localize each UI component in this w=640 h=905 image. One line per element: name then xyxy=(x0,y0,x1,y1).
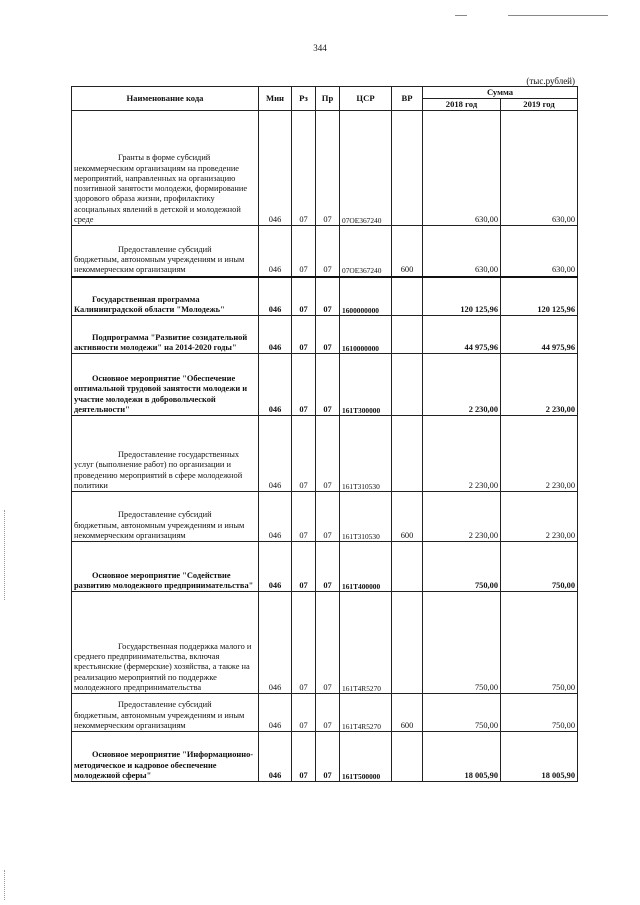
cell-csr: 161Т310530 xyxy=(340,492,392,542)
table-header xyxy=(72,87,578,111)
cell-rz: 07 xyxy=(292,111,316,226)
cell-name xyxy=(72,277,259,316)
scan-edge-marks-lower xyxy=(4,870,6,900)
cell-pr: 07 xyxy=(316,492,340,542)
scan-mark-top xyxy=(455,15,467,16)
header-year-2019: 2019 год xyxy=(501,99,578,111)
cell-vr xyxy=(392,316,423,354)
cell-y2019: 44 975,96 xyxy=(501,316,578,354)
cell-pr: 07 xyxy=(316,354,340,416)
cell-csr: 1600000000 xyxy=(340,277,392,316)
header-csr: ЦСР xyxy=(340,87,392,111)
cell-min: 046 xyxy=(259,592,292,694)
cell-y2019: 750,00 xyxy=(501,592,578,694)
cell-csr: 161Т4R5270 xyxy=(340,694,392,732)
cell-y2019: 630,00 xyxy=(501,226,578,277)
cell-vr: 600 xyxy=(392,694,423,732)
cell-vr xyxy=(392,592,423,694)
cell-name xyxy=(72,111,259,226)
cell-y2019: 2 230,00 xyxy=(501,492,578,542)
cell-csr: 161Т400000 xyxy=(340,542,392,592)
cell-y2018: 2 230,00 xyxy=(423,354,501,416)
cell-vr xyxy=(392,732,423,782)
table-row xyxy=(72,492,578,542)
page-number: 344 xyxy=(313,43,327,53)
cell-rz: 07 xyxy=(292,592,316,694)
cell-y2018: 630,00 xyxy=(423,111,501,226)
cell-y2018: 120 125,96 xyxy=(423,277,501,316)
cell-name xyxy=(72,316,259,354)
cell-min: 046 xyxy=(259,111,292,226)
cell-name-text: Предоставление государственных услуг (выполнение работ) по организации и проведению мероприятий в сфере молодежной политики xyxy=(74,450,243,490)
header-rz: Рз xyxy=(292,87,316,111)
cell-min: 046 xyxy=(259,694,292,732)
cell-min: 046 xyxy=(259,277,292,316)
header-vr: ВР xyxy=(392,87,423,111)
cell-pr: 07 xyxy=(316,277,340,316)
cell-min: 046 xyxy=(259,226,292,277)
cell-rz: 07 xyxy=(292,277,316,316)
cell-name xyxy=(72,694,259,732)
cell-name xyxy=(72,226,259,277)
cell-y2019: 750,00 xyxy=(501,542,578,592)
cell-rz: 07 xyxy=(292,316,316,354)
cell-rz: 07 xyxy=(292,542,316,592)
cell-vr: 600 xyxy=(392,226,423,277)
cell-vr: 600 xyxy=(392,492,423,542)
scan-mark-top-right xyxy=(508,15,608,16)
cell-y2018: 750,00 xyxy=(423,542,501,592)
scan-edge-marks xyxy=(4,510,6,600)
cell-y2019: 18 005,90 xyxy=(501,732,578,782)
cell-vr xyxy=(392,277,423,316)
cell-y2019: 120 125,96 xyxy=(501,277,578,316)
cell-y2019: 2 230,00 xyxy=(501,354,578,416)
cell-name xyxy=(72,416,259,492)
cell-pr: 07 xyxy=(316,694,340,732)
cell-csr: 161Т4R5270 xyxy=(340,592,392,694)
table-row xyxy=(72,416,578,492)
cell-name-text: Гранты в форме субсидий некоммерческим организациям на проведение мероприятий, направленных на организацию позитивной занятости молодежи, формирование здорового образа жизни, профилактику асоциальных явлений в детской и молодежной среде xyxy=(74,153,248,224)
cell-name-text: Основное мероприятие "Обеспечение оптимальной трудовой занятости молодежи и участие молодежи в добровольческой деятельности" xyxy=(74,374,248,414)
table-row xyxy=(72,542,578,592)
cell-csr: 161Т300000 xyxy=(340,354,392,416)
cell-pr: 07 xyxy=(316,732,340,782)
header-pr: Пр xyxy=(316,87,340,111)
cell-name-text: Основное мероприятие "Содействие развитию молодежного предпринимательства" xyxy=(74,570,254,590)
cell-y2018: 44 975,96 xyxy=(423,316,501,354)
cell-min: 046 xyxy=(259,354,292,416)
cell-name xyxy=(72,542,259,592)
cell-name-text: Предоставление субсидий бюджетным, автономным учреждениям и иным некоммерческим организациям xyxy=(74,510,245,540)
cell-rz: 07 xyxy=(292,226,316,277)
cell-rz: 07 xyxy=(292,732,316,782)
cell-csr: 1610000000 xyxy=(340,316,392,354)
cell-name-text: Основное мероприятие "Информационно-методическое и кадровое обеспечение молодежной сферы" xyxy=(74,750,254,780)
cell-y2019: 750,00 xyxy=(501,694,578,732)
table-row xyxy=(72,592,578,694)
table-row xyxy=(72,316,578,354)
cell-vr xyxy=(392,111,423,226)
cell-y2018: 750,00 xyxy=(423,694,501,732)
cell-vr xyxy=(392,416,423,492)
cell-rz: 07 xyxy=(292,492,316,542)
cell-y2018: 750,00 xyxy=(423,592,501,694)
cell-rz: 07 xyxy=(292,354,316,416)
table-body xyxy=(72,111,578,782)
table-row xyxy=(72,694,578,732)
cell-csr: 161Т310530 xyxy=(340,416,392,492)
cell-min: 046 xyxy=(259,492,292,542)
cell-csr: 161Т500000 xyxy=(340,732,392,782)
cell-name-text: Государственная поддержка малого и среднего предпринимательства, включая крестьянские (фермерские) хозяйства, а также на реализацию мероприятий по поддержке молодежного предпринимательства xyxy=(74,641,252,692)
cell-pr: 07 xyxy=(316,592,340,694)
cell-name xyxy=(72,492,259,542)
cell-y2019: 2 230,00 xyxy=(501,416,578,492)
cell-y2019: 630,00 xyxy=(501,111,578,226)
table-row xyxy=(72,354,578,416)
cell-vr xyxy=(392,354,423,416)
header-sum: Сумма xyxy=(423,87,578,99)
table-row xyxy=(72,226,578,277)
header-min: Мин xyxy=(259,87,292,111)
cell-y2018: 18 005,90 xyxy=(423,732,501,782)
cell-name xyxy=(72,592,259,694)
cell-pr: 07 xyxy=(316,316,340,354)
cell-name xyxy=(72,354,259,416)
cell-vr xyxy=(392,542,423,592)
cell-name-text: Предоставление субсидий бюджетным, автономным учреждениям и иным некоммерческим организациям xyxy=(74,700,245,730)
table-row xyxy=(72,732,578,782)
cell-min: 046 xyxy=(259,732,292,782)
cell-name-text: Предоставление субсидий бюджетным, автономным учреждениям и иным некоммерческим организациям xyxy=(74,244,245,275)
cell-y2018: 2 230,00 xyxy=(423,416,501,492)
cell-csr: 07ОЕ367240 xyxy=(340,111,392,226)
cell-min: 046 xyxy=(259,416,292,492)
cell-csr: 07ОЕ367240 xyxy=(340,226,392,277)
cell-name-text: Государственная программа Калининградской области "Молодежь" xyxy=(74,294,225,314)
cell-pr: 07 xyxy=(316,542,340,592)
cell-pr: 07 xyxy=(316,226,340,277)
units-label: (тыс.рублей) xyxy=(526,76,575,86)
cell-rz: 07 xyxy=(292,694,316,732)
table-row xyxy=(72,277,578,316)
cell-rz: 07 xyxy=(292,416,316,492)
header-year-2018: 2018 год xyxy=(423,99,501,111)
table-row xyxy=(72,111,578,226)
cell-pr: 07 xyxy=(316,111,340,226)
cell-pr: 07 xyxy=(316,416,340,492)
cell-name-text: Подпрограмма "Развитие созидательной активности молодежи" на 2014-2020 годы" xyxy=(74,332,248,352)
cell-y2018: 630,00 xyxy=(423,226,501,277)
cell-y2018: 2 230,00 xyxy=(423,492,501,542)
header-name: Наименование кода xyxy=(72,87,259,111)
budget-table xyxy=(71,86,578,782)
cell-min: 046 xyxy=(259,316,292,354)
cell-name xyxy=(72,732,259,782)
cell-min: 046 xyxy=(259,542,292,592)
